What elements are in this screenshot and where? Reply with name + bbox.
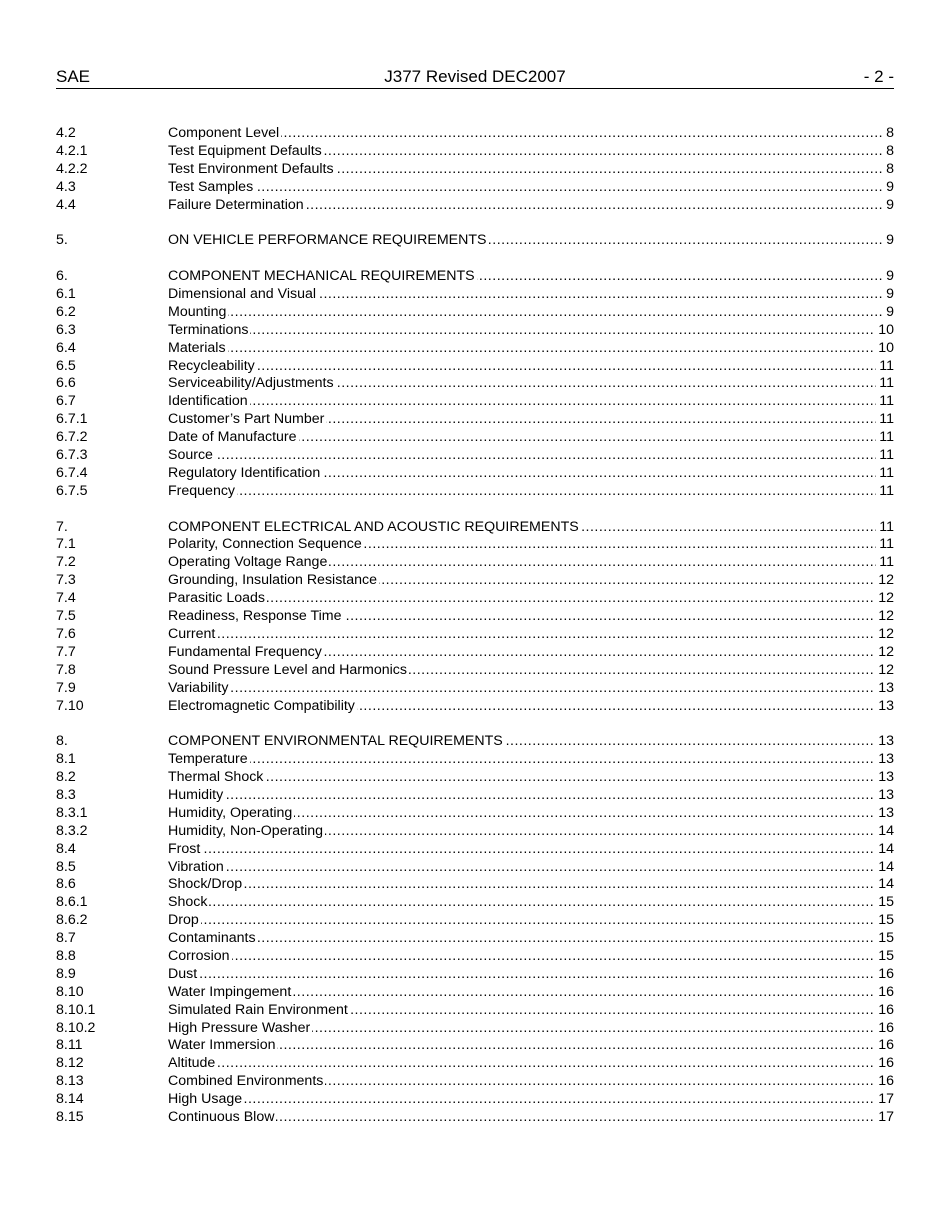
toc-section-title: Identification [168,393,248,410]
toc-section-title: Date of Manufacture [168,429,297,446]
toc-section-title: Electromagnetic Compatibility [168,697,355,714]
toc-section-number: 6.7.1 [56,411,88,428]
toc-page-number: 16 [875,984,894,1002]
toc-page-number: 9 [883,179,894,197]
toc-section-number: 8. [56,733,68,750]
toc-page-number: 11 [876,483,894,501]
toc-entry [56,859,894,877]
toc-section-number: 7.10 [56,697,84,714]
toc-entry [56,519,894,537]
toc-entry [56,787,894,805]
header-org: SAE [56,67,91,86]
toc-page-number: 9 [883,286,894,304]
toc-section-title: Component Level [168,125,280,141]
toc-entry [56,823,894,841]
toc-page-number: 11 [876,465,894,483]
toc-section-number: 8.15 [56,1108,84,1125]
toc-section-number: 7.9 [56,679,76,696]
toc-page-number: 13 [875,698,894,716]
toc-section-number: 7.6 [56,625,76,642]
toc-dot-leader [168,680,894,698]
toc-entry [56,1037,894,1055]
toc-section-title: Materials [168,339,226,356]
toc-entry [56,948,894,966]
toc-entry [56,125,894,143]
toc-entry [56,304,894,322]
toc-entry [56,322,894,340]
toc-section-number: 8.3 [56,786,76,803]
toc-page-number: 16 [875,1037,894,1055]
header-doc-id: J377 Revised DEC2007 [384,67,566,86]
toc-section-title: Recycleability [168,357,255,374]
toc-section-number: 6.7.3 [56,447,88,464]
toc-dot-leader [168,268,894,286]
toc-section-number: 8.5 [56,858,76,875]
toc-page-number: 16 [875,1002,894,1020]
toc-section-title: COMPONENT ELECTRICAL AND ACOUSTIC REQUIREMENTS [168,518,579,535]
toc-section-title: Fundamental Frequency [168,643,322,660]
toc-dot-leader [168,143,894,161]
toc-section-number: 8.10.2 [56,1019,96,1036]
toc-page-number: 11 [876,536,894,554]
toc-section-title: Humidity, Non-Operating [168,822,324,839]
toc-entry [56,1020,894,1038]
toc-dot-leader [168,1109,894,1127]
toc-entry [56,644,894,662]
toc-page-number: 8 [883,125,894,143]
toc-page-number: 16 [875,1020,894,1038]
toc-entry [56,662,894,680]
toc-entry [56,626,894,644]
toc-section-title: Polarity, Connection Sequence [168,536,362,553]
toc-page-number: 15 [875,948,894,966]
toc-section-number: 7.8 [56,661,76,678]
toc-entry [56,894,894,912]
toc-page-number: 12 [875,572,894,590]
toc-section-number: 8.1 [56,751,76,768]
toc-section-title: Source [168,447,213,464]
toc-page-number: 16 [875,966,894,984]
toc-section-number: 8.2 [56,769,76,786]
toc-section-number: 8.13 [56,1073,84,1090]
toc-dot-leader [168,161,894,179]
toc-dot-leader [168,1073,894,1091]
page-header [56,67,894,89]
toc-dot-leader [168,519,894,537]
toc-dot-leader [168,447,894,465]
toc-section-number: 4.2 [56,125,76,141]
toc-dot-leader [168,1055,894,1073]
toc-page-number: 16 [875,1055,894,1073]
toc-section-title: Failure Determination [168,196,304,213]
toc-section-title: Contaminants [168,930,256,947]
toc-dot-leader [168,465,894,483]
toc-dot-leader [168,322,894,340]
toc-dot-leader [168,232,894,250]
toc-entry [56,161,894,179]
toc-section-title: Frost [168,840,201,857]
toc-entry [56,930,894,948]
toc-section-title: Customer’s Part Number [168,411,325,428]
toc-dot-leader [168,536,894,554]
toc-section-title: Mounting [168,303,227,320]
toc-section-number: 8.9 [56,965,76,982]
toc-dot-leader [168,733,894,751]
toc-section-number: 7.5 [56,608,76,625]
toc-section-title: Humidity, Operating [168,804,293,821]
toc-page-number: 11 [876,447,894,465]
toc-dot-leader [168,751,894,769]
toc-section-title: Frequency [168,482,236,499]
toc-entry [56,876,894,894]
toc-section-number: 8.7 [56,930,76,947]
toc-dot-leader [168,859,894,877]
toc-section-number: 8.3.2 [56,822,88,839]
toc-entry [56,769,894,787]
toc-page-number: 9 [883,197,894,215]
toc-dot-leader [168,626,894,644]
toc-entry [56,984,894,1002]
toc-dot-leader [168,984,894,1002]
toc-dot-leader [168,876,894,894]
toc-section-title: Readiness, Response Time [168,608,342,625]
toc-section-number: 7. [56,518,68,535]
toc-dot-leader [168,823,894,841]
toc-entry [56,966,894,984]
toc-entry [56,197,894,215]
toc-dot-leader [168,340,894,358]
toc-section-number: 6.1 [56,286,76,303]
toc-page-number: 17 [875,1109,894,1127]
toc-section-title: Variability [168,679,229,696]
toc-dot-leader [168,393,894,411]
toc-dot-leader [168,787,894,805]
toc-entry [56,1091,894,1109]
toc-section-title: Test Equipment Defaults [168,142,322,159]
toc-dot-leader [168,769,894,787]
toc-section-number: 8.8 [56,947,76,964]
toc-entry [56,340,894,358]
toc-entry [56,286,894,304]
toc-section-number: 6.7 [56,393,76,410]
toc-page-number: 11 [876,375,894,393]
toc-entry [56,590,894,608]
toc-page-number: 9 [883,304,894,322]
toc-entry [56,447,894,465]
toc-dot-leader [168,554,894,572]
toc-section-title: Continuous Blow [168,1108,275,1125]
toc-page-number: 14 [875,876,894,894]
toc-section-number: 4.2.2 [56,160,88,177]
toc-entry [56,912,894,930]
toc-entry [56,572,894,590]
toc-section-title: Test Samples [168,178,254,195]
toc-dot-leader [168,375,894,393]
toc-entry [56,429,894,447]
toc-section-title: Operating Voltage Range [168,554,328,571]
toc-section-number: 6. [56,268,68,285]
toc-page-number: 17 [875,1091,894,1109]
toc-entry [56,1055,894,1073]
toc-section-number: 8.6.2 [56,912,88,929]
toc-dot-leader [168,358,894,376]
toc-section-number: 8.10.1 [56,1001,96,1018]
toc-dot-leader [168,1002,894,1020]
toc-section-number: 4.3 [56,178,76,195]
toc-entry [56,375,894,393]
toc-section-number: 6.4 [56,339,76,356]
toc-entry [56,411,894,429]
toc-dot-leader [168,805,894,823]
toc-section-title: Regulatory Identification [168,464,321,481]
toc-dot-leader [168,894,894,912]
toc-dot-leader [168,608,894,626]
toc-page-number: 11 [876,519,894,537]
toc-entry [56,483,894,501]
toc-section-title: Humidity [168,786,224,803]
toc-section-title: Altitude [168,1055,216,1072]
toc-page-number: 12 [875,590,894,608]
toc-section-title: Thermal Shock [168,769,264,786]
toc-dot-leader [168,179,894,197]
toc-section-title: Sound Pressure Level and Harmonics [168,661,407,678]
toc-page-number: 14 [875,841,894,859]
toc-page-number: 9 [883,268,894,286]
toc-page-number: 10 [875,322,894,340]
toc-entry [56,733,894,751]
toc-page-number: 15 [875,912,894,930]
toc-section-number: 4.4 [56,196,76,213]
toc-section-title: Temperature [168,751,248,768]
toc-dot-leader [168,698,894,716]
toc-page-number: 15 [875,930,894,948]
toc-section-number: 7.4 [56,590,76,607]
toc-entry [56,698,894,716]
toc-section-title: Dust [168,965,198,982]
toc-dot-leader [168,197,894,215]
toc-dot-leader [168,930,894,948]
toc-entry [56,1002,894,1020]
toc-section-title: Water Impingement [168,983,292,1000]
toc-section-number: 7.7 [56,643,76,660]
toc-section-number: 4.2.1 [56,142,88,159]
toc-entry [56,232,894,250]
toc-section-number: 6.5 [56,357,76,374]
toc-section-title: Current [168,625,216,642]
toc-section-title: Parasitic Loads [168,590,265,607]
toc-page-number: 14 [875,859,894,877]
toc-dot-leader [168,966,894,984]
toc-section-title: Terminations [168,321,249,338]
toc-page-number: 10 [875,340,894,358]
toc-section-title: Drop [168,912,199,929]
toc-entry [56,608,894,626]
toc-section-title: ON VEHICLE PERFORMANCE REQUIREMENTS [168,232,487,249]
toc-section-title: Corrosion [168,947,230,964]
toc-section-number: 8.6.1 [56,894,88,911]
toc-section-number: 6.7.4 [56,464,88,481]
toc-page-number: 13 [875,769,894,787]
toc-section-title: COMPONENT ENVIRONMENTAL REQUIREMENTS [168,733,503,750]
toc-section-title: Grounding, Insulation Resistance [168,572,377,589]
toc-section-title: Serviceability/Adjustments [168,375,334,392]
toc-section-title: Vibration [168,858,224,875]
toc-section-title: Dimensional and Visual [168,286,317,303]
toc-entry [56,1109,894,1127]
toc-page-number: 12 [875,626,894,644]
toc-section-number: 8.6 [56,876,76,893]
toc-entry [56,1073,894,1091]
toc-page-number: 9 [883,232,894,250]
toc-page-number: 13 [875,805,894,823]
toc-entry [56,751,894,769]
toc-dot-leader [168,1091,894,1109]
toc-dot-leader [168,644,894,662]
toc-section-number: 8.4 [56,840,76,857]
toc-dot-leader [168,590,894,608]
toc-dot-leader [168,286,894,304]
toc-section-number: 8.10 [56,983,84,1000]
toc-dot-leader [168,662,894,680]
toc-entry [56,536,894,554]
toc-dot-leader [168,572,894,590]
toc-section-title: Water Immersion [168,1037,276,1054]
toc-section-number: 6.2 [56,303,76,320]
toc-dot-leader [168,483,894,501]
toc-page-number: 11 [876,429,894,447]
toc-page-number: 14 [875,823,894,841]
toc-page-number: 13 [875,751,894,769]
toc-section-number: 8.12 [56,1055,84,1072]
toc-section-number: 6.3 [56,321,76,338]
toc-entry [56,393,894,411]
toc-section-title: COMPONENT MECHANICAL REQUIREMENTS [168,268,475,285]
toc-section-number: 8.11 [56,1037,83,1054]
toc-dot-leader [168,304,894,322]
toc-page-number: 13 [875,787,894,805]
toc-section-title: High Usage [168,1091,243,1108]
toc-section-number: 5. [56,232,68,249]
toc-section-title: Shock/Drop [168,876,243,893]
toc-page-number: 11 [876,358,894,376]
toc-section-number: 8.14 [56,1091,84,1108]
toc-entry [56,805,894,823]
toc-entry [56,465,894,483]
table-of-contents [56,125,894,1127]
toc-page-number: 12 [875,644,894,662]
toc-entry [56,179,894,197]
header-page-number: - 2 - [863,67,894,86]
toc-section-title: High Pressure Washer [168,1019,311,1036]
toc-dot-leader [168,411,894,429]
toc-page-number: 12 [875,608,894,626]
toc-dot-leader [168,1037,894,1055]
toc-section-title: Simulated Rain Environment [168,1001,348,1018]
toc-dot-leader [168,841,894,859]
toc-dot-leader [168,429,894,447]
toc-page-number: 15 [875,894,894,912]
toc-entry [56,143,894,161]
toc-page-number: 13 [875,680,894,698]
toc-section-title: Combined Environments [168,1073,324,1090]
toc-entry [56,680,894,698]
toc-section-title: Shock [168,894,208,911]
toc-page-number: 8 [883,161,894,179]
toc-dot-leader [168,912,894,930]
toc-section-number: 7.2 [56,554,76,571]
toc-entry [56,358,894,376]
toc-page-number: 11 [876,411,894,429]
toc-page-number: 11 [876,554,894,572]
toc-section-number: 7.3 [56,572,76,589]
toc-page-number: 8 [883,143,894,161]
toc-dot-leader [168,125,894,143]
toc-entry [56,841,894,859]
toc-dot-leader [168,1020,894,1038]
toc-section-title: Test Environment Defaults [168,160,334,177]
toc-section-number: 8.3.1 [56,804,88,821]
toc-page-number: 16 [875,1073,894,1091]
toc-section-number: 7.1 [56,536,76,553]
toc-page-number: 13 [875,733,894,751]
toc-page-number: 12 [875,662,894,680]
toc-entry [56,268,894,286]
toc-page-number: 11 [876,393,894,411]
toc-dot-leader [168,948,894,966]
toc-section-number: 6.6 [56,375,76,392]
toc-entry [56,554,894,572]
toc-section-number: 6.7.2 [56,429,88,446]
toc-section-number: 6.7.5 [56,482,88,499]
